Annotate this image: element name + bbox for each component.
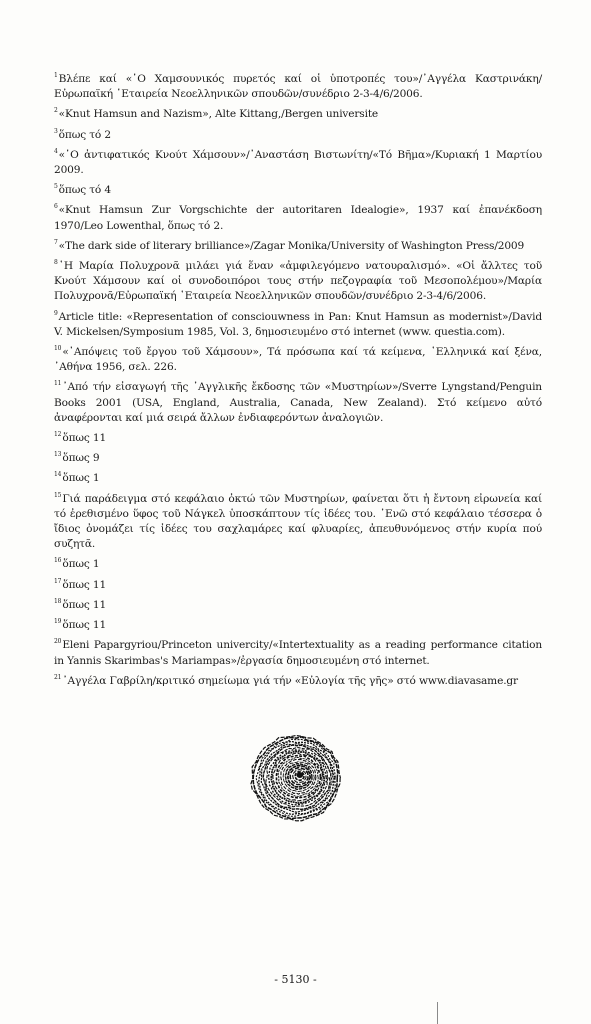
footnote-text: «Knut Hamsun and Nazism», Alte Kittang,/Bergen universite [58, 108, 379, 121]
footnote-text: ὅπως 11 [62, 598, 107, 611]
footnote-text: «Knut Hamsun Zur Vorgschichte der autoritaren Idealogie», 1937 καί ἐπανέκδοση 1970/Leo Lowenthal, ὅπως τό 2. [54, 204, 542, 232]
footnote [54, 235, 542, 254]
footnote [54, 199, 542, 233]
footnote [54, 574, 542, 593]
footnote-text: ὅπως 1 [62, 472, 100, 485]
footnote-text: ὅπως 9 [62, 452, 100, 465]
footnote-text: ῾Η Μαρία Πολυχρονᾶ μιλάει γιά ἕναν «ἀμφιλεγόμενο νατουραλισμό». «Οἱ ἄλλτες τοῦ Κνούτ Χάμσουν καί οἱ συνοδοιπόροι τους στήν πεζογραφία τοῦ Μεσοπολέμου»/Μαρία Πολυχρονᾶ/Εὐρωπαϊκή ῾Εταιρεία Νεοελληνικῶν σπουδῶν/συνέδριο 2-3-4/6/2006. [54, 260, 542, 303]
footnote [54, 670, 542, 689]
footnote-number: 17 [54, 577, 62, 585]
concentric-rings-woodcut-icon [248, 730, 344, 826]
footnote-number: 4 [54, 147, 58, 155]
footnote-number: 7 [54, 238, 58, 246]
footnote-number: 1 [54, 72, 58, 79]
footnote [54, 467, 542, 486]
footnote-text: Article title: «Representation of consciouwness in Pan: Knut Hamsun as modernist»/David V. Mickelsen/Symposium 1985, Vol. 3, δημοσιευμένο στό internet (www. questia.com). [54, 310, 542, 338]
footnote-text: ὅπως 11 [62, 578, 107, 591]
footnote-text: «᾿Απόψεις τοῦ ἔργου τοῦ Χάμσουν», Τά πρόσωπα καί τά κείμενα, ῾Ελληνικά καί ξένα, ᾿Αθήνα 1956, σελ. 226. [54, 346, 542, 374]
footnote-number: 19 [54, 618, 62, 626]
footnote-number: 16 [54, 557, 62, 565]
footnote-number: 12 [54, 431, 62, 439]
footnote-number: 9 [54, 309, 58, 317]
footnote-text: ὅπως 1 [62, 558, 100, 571]
footnote [54, 103, 542, 122]
footnote-text: «The dark side of literary brilliance»/Zagar Monika/University of Washington Press/2009 [58, 239, 525, 252]
footnote [54, 255, 542, 305]
footnote-text: ὅπως τό 4 [58, 184, 111, 197]
footnote-text: «῾Ο ἀντιφατικός Κνούτ Χάμσουν»/᾿Αναστάση Βιστωνίτη/«Τό Βῆμα»/Κυριακή 1 Μαρτίου 2009. [54, 148, 542, 177]
footnote [54, 614, 542, 633]
footnote-number: 15 [54, 491, 62, 499]
footnote [54, 427, 542, 446]
footnote [54, 124, 542, 143]
footnote [54, 376, 542, 426]
footnote-number: 13 [54, 451, 62, 459]
footnote [54, 306, 542, 340]
footnotes-list [54, 68, 542, 690]
footnote [54, 447, 542, 466]
footnote-text: ᾿Από τήν εἰσαγωγή τῆς ᾿Αγγλικῆς ἔκδοσης τῶν «Μυστηρίων»/Sverre Lyngstand/Penguin Books 2001 (USA, England, Australia, Canada, New Zealand). Στό κείμενο αὐτό ἀναφέρονται καί μιά σειρά ἄλλων ἐνδιαφερόντων ἀναλογιῶν. [54, 381, 542, 424]
page-number: - 5130 - [274, 973, 317, 986]
footnote-text: ὅπως 11 [62, 619, 107, 632]
footnote-text: ὅπως τό 2 [58, 128, 111, 141]
footnote-text: Eleni Papargyriou/Princeton univercity/«Intertextuality as a reading performance citation in Yannis Skarimbas's Mariampas»/ἐργασία δημοσιευμένη στό internet. [54, 639, 542, 667]
footnote-number: 5 [54, 183, 58, 191]
footnote [54, 553, 542, 572]
footnote-text: ᾿Αγγέλα Γαβρίλη/κριτικό σημείωμα γιά τήν «Εὐλογία τῆς γῆς» στό www.diavasame.gr [62, 674, 518, 687]
footnote [54, 144, 542, 178]
footnote-text: ὅπως 11 [62, 432, 107, 445]
footnote-number: 6 [54, 203, 58, 211]
footnote-number: 21 [54, 673, 62, 681]
margin-mark [437, 1002, 438, 1024]
footnote-number: 2 [54, 107, 58, 115]
footnote [54, 594, 542, 613]
footnote-number: 18 [54, 597, 62, 605]
footnote-number: 20 [54, 638, 62, 646]
footnote [54, 68, 542, 102]
footnote-number: 11 [54, 380, 62, 388]
footnote [54, 488, 542, 553]
footnote [54, 179, 542, 198]
footnote-number: 3 [54, 127, 58, 135]
footnote [54, 341, 542, 375]
footnote-number: 10 [54, 345, 62, 353]
footnote-number: 14 [54, 471, 62, 479]
footnote-text: Βλέπε καί «῾Ο Χαμσουνικός πυρετός καί οἱ ὑποτροπές του»/᾿Αγγέλα Καστρινάκη/Εὐρωπαϊκή ῾Εταιρεία Νεοελληνικῶν σπουδῶν/συνέδριο 2-3-4/6/2006. [54, 73, 542, 101]
footnote-number: 8 [54, 259, 58, 267]
footnote-text: Γιά παράδειγμα στό κεφάλαιο ὀκτώ τῶν Μυστηρίων, φαίνεται ὅτι ἡ ἔντονη εἰρωνεία καί τό ἐρεθισμένο ὕφος τοῦ Νάγκελ ὑποσκάπτουν τίς ἰδέες του. ᾿Ενῶ στό κεφάλαιο τέσσερα ὁ ἴδιος ὀνομάζει τίς ἰδέες του σαχλαμάρες καί φλυαρίες, ἀπευθυνόμενος στήν κυρία πού συζητᾶ. [54, 492, 542, 551]
footnote [54, 634, 542, 668]
